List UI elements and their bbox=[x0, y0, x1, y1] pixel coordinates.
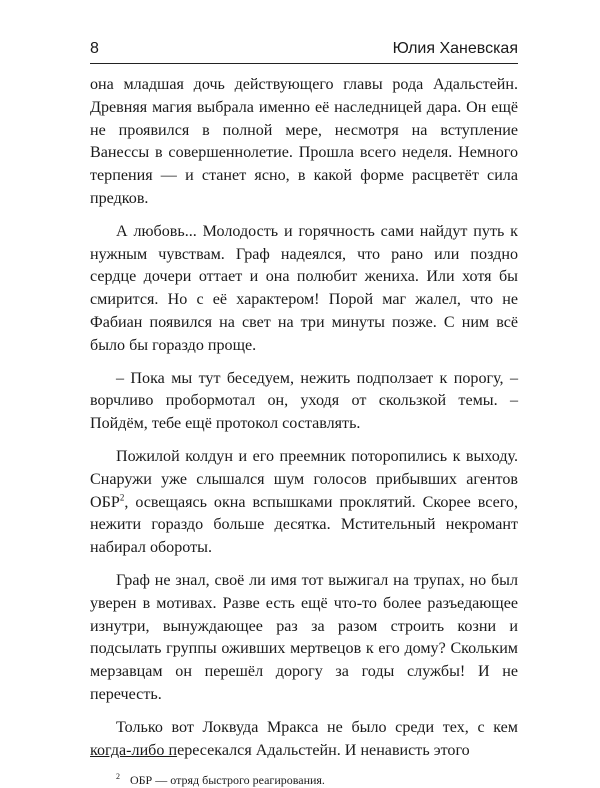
paragraph-6 bbox=[90, 717, 518, 763]
book-page bbox=[90, 40, 518, 788]
paragraph-2: А любовь... Молодость и горячность сами найдут путь к нужным чувствам. Граф надеялся, что рано или поздно сердце дочери оттает и она полюбит жениха. Или хотя бы смирится. Но с её характером! Порой маг жалел, что не Фабиан появился на свет на три минуты позже. С ним всё было бы гораздо проще. bbox=[90, 222, 518, 354]
paragraph-1: она младшая дочь действующего главы рода Адальстейн. Древняя магия выбрала именно её наследницей дара. Он ещё не проявился в полной мере, несмотря на вступление Ванессы в совершеннолетие. Прошла всего неделя. Немного терпения — и станет ясно, в какой форме расцветёт сила предков. bbox=[90, 76, 518, 207]
paragraph-4-text-before: Пожилой колдун и его преемник поторопились к выходу. Снаружи уже слышался шум голосов прибывших агентов ОБР bbox=[90, 447, 518, 511]
page-number: 8 bbox=[90, 40, 99, 57]
footnote-text: ОБР — отряд быстрого реагирования. bbox=[130, 773, 325, 788]
footnote bbox=[90, 772, 518, 788]
paragraph-3: – Пока мы тут беседуем, нежить подползает к порогу, – ворчливо пробормотал он, уходя от скользкой темы. – Пойдём, тебе ещё протокол составлять. bbox=[90, 369, 518, 433]
footnote-mark: 2 bbox=[116, 772, 120, 782]
paragraph-4-text-after: , освещаясь окна вспышками проклятий. Скорее всего, нежити гораздо больше десятка. Мстительный некромант набирал обороты. bbox=[90, 493, 518, 557]
paragraph-5: Граф не знал, своё ли имя тот выжигал на трупах, но был уверен в мотивах. Разве есть ещё что-то более разъедающее изнутри, вынуждающее раз за разом строить козни и подсылать группы оживших мертвецов к его дому? Скольким мерзавцам он перешёл дорогу за годы службы! И не перечесть. bbox=[90, 571, 518, 703]
paragraph-4 bbox=[90, 446, 518, 560]
footnote-reference[interactable]: 2 bbox=[119, 492, 125, 503]
body-text bbox=[90, 74, 518, 762]
author-name: Юлия Ханевская bbox=[392, 40, 518, 57]
paragraph-6-text-before: Только вот Локвуда Мракса не было среди тех, с кем bbox=[116, 718, 518, 736]
paragraph-6-text-after: ересекался Адальстейн. И ненависть этого bbox=[177, 741, 470, 759]
underlined-text: когда-либо п bbox=[90, 741, 178, 759]
running-header bbox=[90, 40, 518, 64]
